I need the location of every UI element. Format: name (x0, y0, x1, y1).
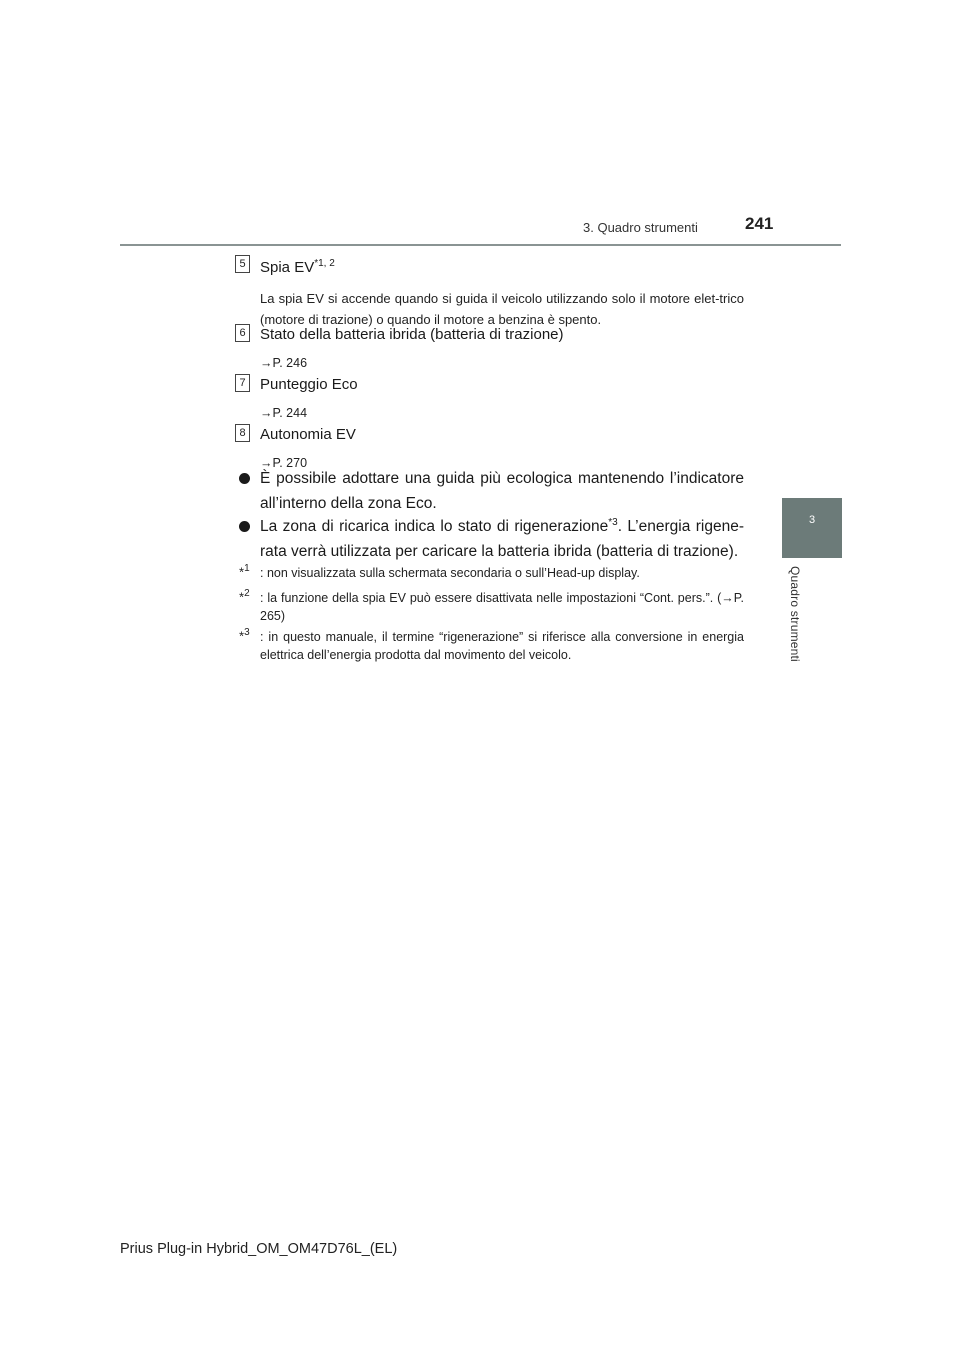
footnote-asterisk: * (239, 564, 245, 580)
footnote-mark (239, 585, 250, 606)
bullet-paragraph (239, 466, 744, 516)
bullet-text: È possibile adottare una guida più ecologica mantenendo l’indicatore all’interno della zona Eco. (260, 470, 744, 512)
item-title-superscript: *1, 2 (314, 258, 335, 269)
item-number-box: 7 (235, 374, 250, 392)
footnote-number: 3 (244, 627, 250, 638)
bullet-dot-icon (239, 473, 250, 484)
item-description: La spia EV si accende quando si guida il veicolo utilizzando solo il motore elet-trico (motore di trazione) o quando il motore a benzina è spento. (260, 291, 744, 327)
page-reference: →P. 270 (260, 456, 308, 470)
header-rule (120, 244, 841, 246)
bullet-paragraph (239, 514, 744, 564)
bullet-superscript: *3 (608, 516, 618, 528)
footnote-number: 2 (244, 588, 250, 599)
footnote-mark (239, 624, 250, 645)
header-section-title: 3. Quadro strumenti (583, 220, 698, 235)
footnote-number: 1 (244, 563, 250, 574)
page-reference: →P. 244 (260, 406, 308, 420)
chapter-tab-label: Quadro strumenti (788, 566, 802, 662)
footnote-text: : la funzione della spia EV può essere disattivata nelle impostazioni “Cont. pers.”. (→P. 265) (260, 591, 744, 623)
item-number-box: 5 (235, 255, 250, 273)
footnote (239, 589, 744, 625)
footnote-asterisk: * (239, 628, 245, 644)
bullet-text-start: La zona di ricarica indica lo stato di rigenerazione (260, 518, 609, 535)
footnote-mark (239, 560, 250, 581)
footnote-asterisk: * (239, 589, 245, 605)
item-title: Autonomia EV (260, 426, 356, 443)
footnote-text: : in questo manuale, il termine “rigenerazione” si riferisce alla conversione in energia elettrica dell’energia prodotta dal movimento del veicolo. (260, 630, 744, 662)
item-number-box: 6 (235, 324, 250, 342)
chapter-tab (782, 498, 842, 558)
bullet-text-end: . L’energia rigene-rata verrà utilizzata per caricare la batteria ibrida (batteria di trazione). (260, 518, 744, 560)
bullet-text (260, 514, 744, 564)
item-title-text: Spia EV (260, 259, 315, 276)
page-reference: →P. 246 (260, 356, 308, 370)
item-title: Stato della batteria ibrida (batteria di trazione) (260, 326, 564, 343)
item-title: Punteggio Eco (260, 376, 358, 393)
bullet-dot-icon (239, 521, 250, 532)
page-number: 241 (745, 214, 774, 233)
item-number-box: 8 (235, 424, 250, 442)
footnote (239, 564, 744, 582)
footnote-text: : non visualizzata sulla schermata secondaria o sull’Head-up display. (260, 566, 640, 580)
item-title (260, 259, 335, 276)
chapter-tab-number: 3 (808, 514, 816, 526)
footnote (239, 628, 744, 664)
document-footer: Prius Plug-in Hybrid_OM_OM47D76L_(EL) (120, 1241, 398, 1257)
